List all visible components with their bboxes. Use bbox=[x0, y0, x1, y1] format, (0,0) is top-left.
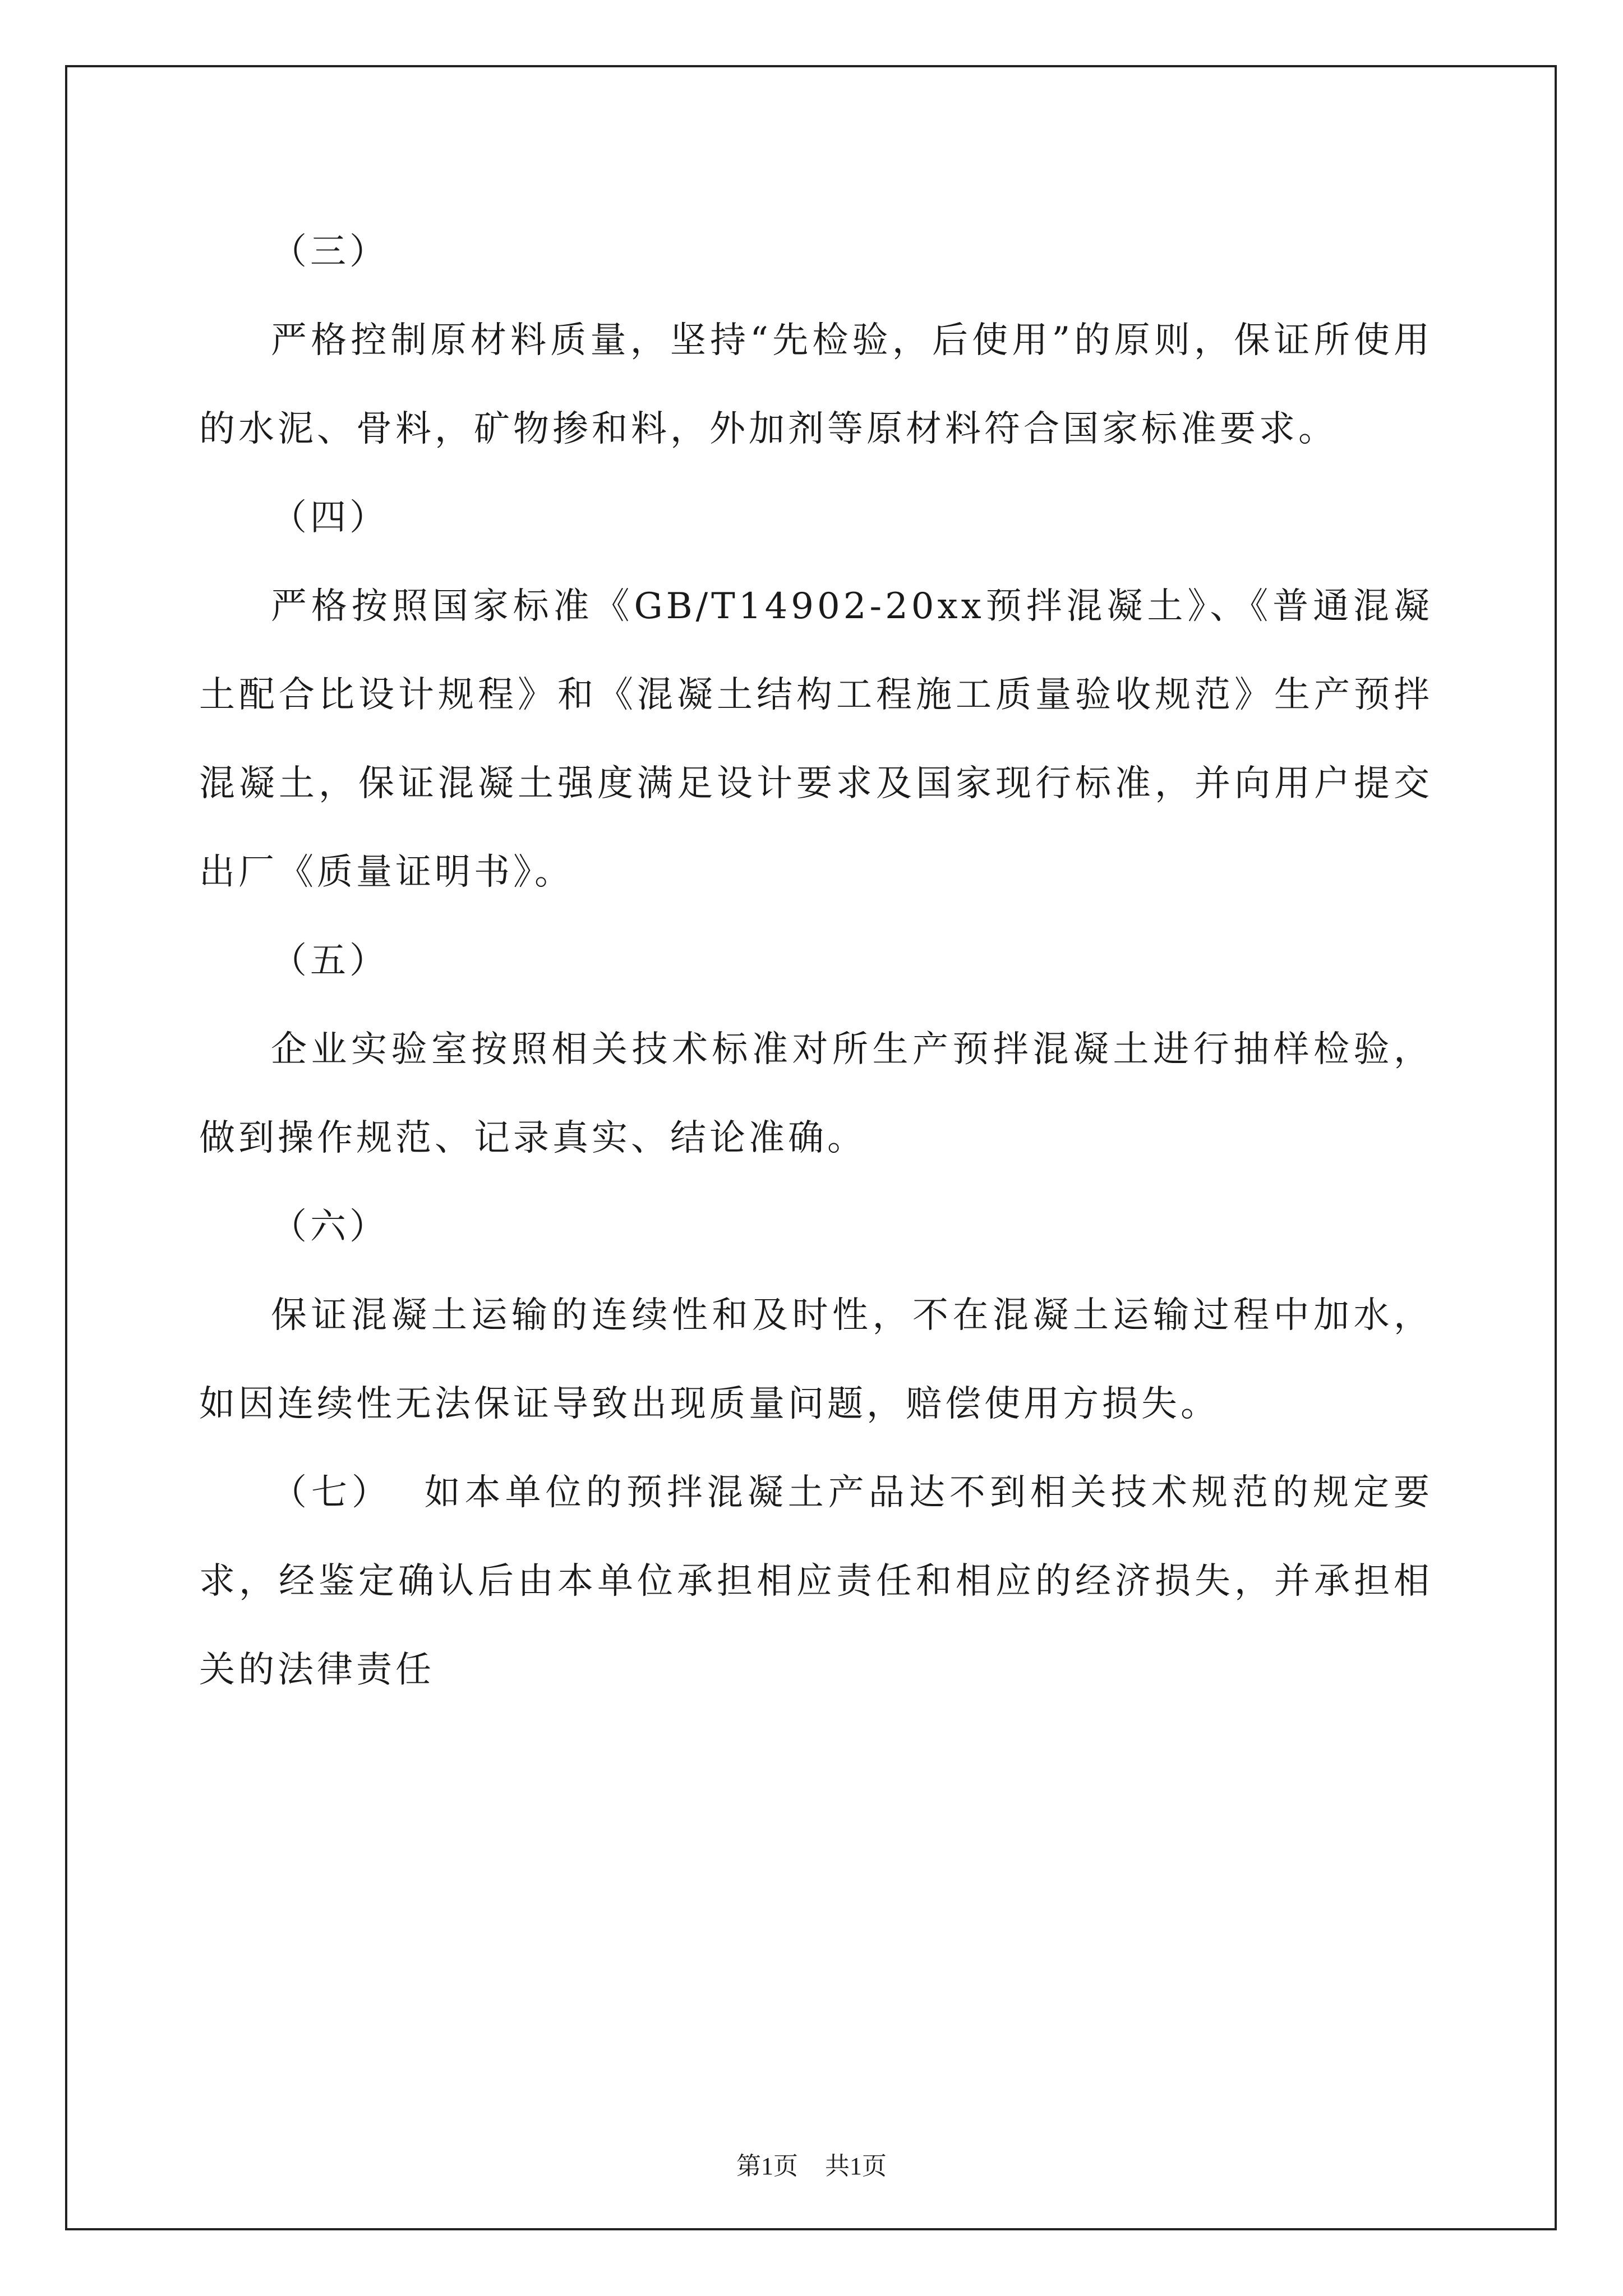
section-body-6: 保证混凝土运输的连续性和及时性，不在混凝土运输过程中加水，如因连续性无法保证导致出现质量问题，赔偿使用方损失。 bbox=[199, 1295, 1433, 1425]
document-body bbox=[199, 208, 1433, 1714]
section-heading-6: （六） bbox=[271, 1206, 389, 1248]
page-total: 共1页 bbox=[825, 2152, 887, 2180]
section-heading-7: （七） bbox=[271, 1472, 393, 1513]
section-heading-4: （四） bbox=[271, 497, 389, 539]
section-body-7: 如本单位的预拌混凝土产品达不到相关技术规范的规定要求，经鉴定确认后由本单位承担相应责任和相应的经济损失，并承担相关的法律责任 bbox=[199, 1472, 1433, 1691]
page-number: 第1页 bbox=[736, 2152, 798, 2180]
section-heading-5: （五） bbox=[271, 940, 389, 982]
page-footer bbox=[0, 2150, 1623, 2183]
section-body-3: 严格控制原材料质量，坚持“先检验，后使用”的原则，保证所使用的水泥、骨料，矿物掺和料，外加剂等原材料符合国家标准要求。 bbox=[199, 320, 1433, 450]
section-body-4: 严格按照国家标准《GB/T14902-20xx预拌混凝土》、《普通混凝土配合比设计规程》和《混凝土结构工程施工质量验收规范》生产预拌混凝土，保证混凝土强度满足设计要求及国家现行标准，并向用户提交出厂《质量证明书》。 bbox=[199, 586, 1433, 893]
section-body-5: 企业实验室按照相关技术标准对所生产预拌混凝土进行抽样检验，做到操作规范、记录真实、结论准确。 bbox=[199, 1029, 1433, 1159]
section-heading-3: （三） bbox=[271, 231, 389, 273]
section-7 bbox=[199, 1448, 1433, 1714]
